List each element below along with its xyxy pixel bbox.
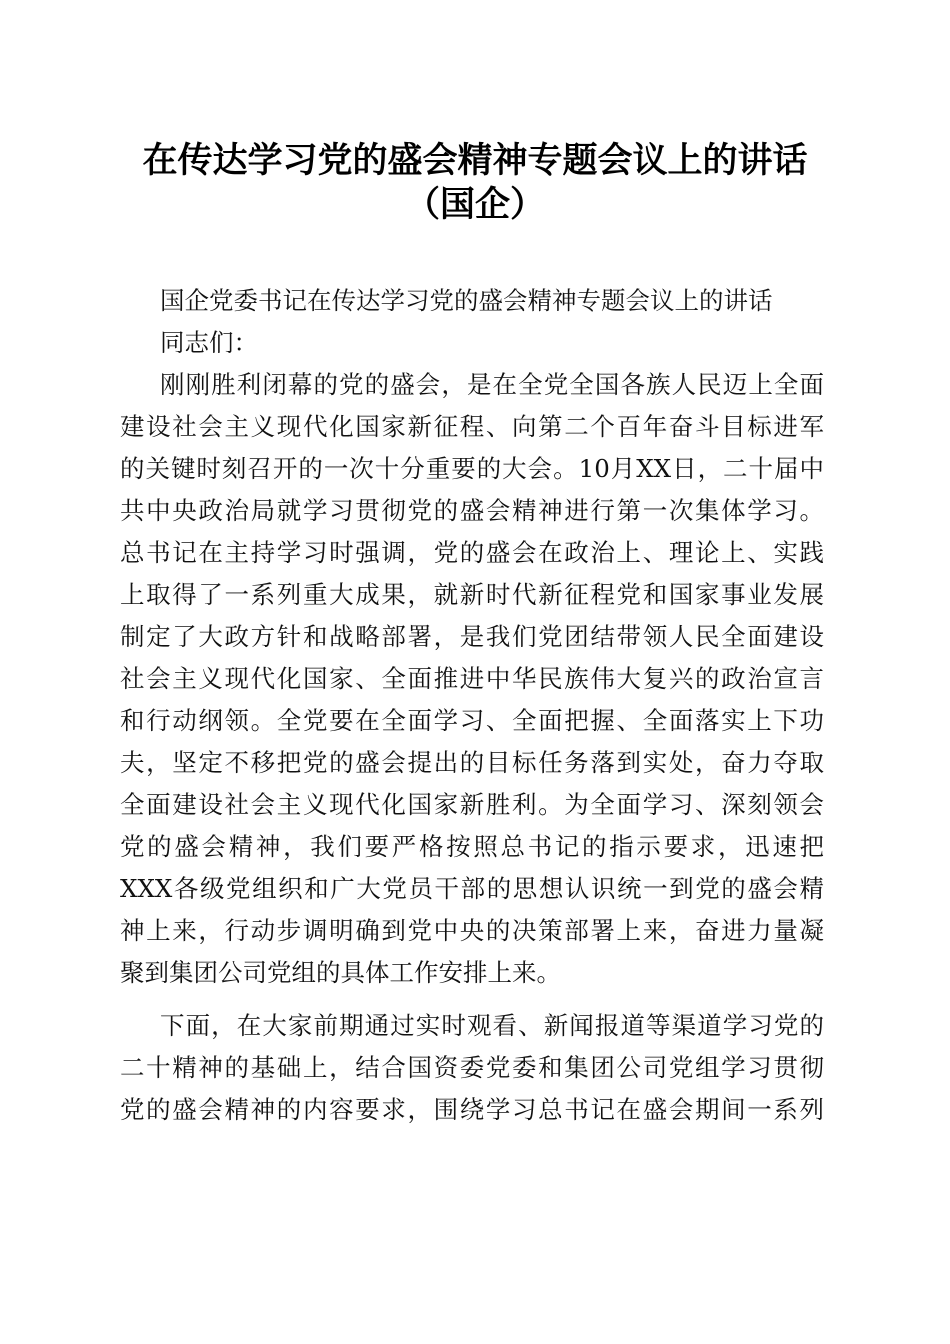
- paragraph-1-line: 神上来，行动步调明确到党中央的决策部署上来，奋进力量凝: [120, 916, 824, 945]
- paragraph-1-line: 制定了大政方针和战略部署，是我们党团结带领人民全面建设: [120, 622, 824, 651]
- paragraph-1-line: 全面建设社会主义现代化国家新胜利。为全面学习、深刻领会: [120, 790, 824, 819]
- paragraph-1-line: 社会主义现代化国家、全面推进中华民族伟大复兴的政治宣言: [120, 664, 824, 693]
- paragraph-2-line: 党的盛会精神的内容要求，围绕学习总书记在盛会期间一系列: [120, 1095, 824, 1124]
- paragraph-1-line: 党的盛会精神，我们要严格按照总书记的指示要求，迅速把: [120, 832, 824, 861]
- salutation-line: 同志们：: [160, 328, 258, 357]
- paragraph-1-line: 夫，坚定不移把党的盛会提出的目标任务落到实处，奋力夺取: [120, 748, 824, 777]
- paragraph-2-line: 二十精神的基础上，结合国资委党委和集团公司党组学习贯彻: [120, 1053, 824, 1082]
- paragraph-2-line: 下面，在大家前期通过实时观看、新闻报道等渠道学习党的: [160, 1011, 824, 1040]
- paragraph-1-line: 和行动纲领。全党要在全面学习、全面把握、全面落实上下功: [120, 706, 824, 735]
- paragraph-1-line: 总书记在主持学习时强调，党的盛会在政治上、理论上、实践: [120, 538, 824, 567]
- paragraph-1-line: 聚到集团公司党组的具体工作安排上来。: [120, 958, 561, 987]
- paragraph-1-line: 的关键时刻召开的一次十分重要的大会。10月XX日，二十届中: [120, 454, 824, 483]
- paragraph-1-line: 上取得了一系列重大成果，就新时代新征程党和国家事业发展: [120, 580, 824, 609]
- paragraph-1-line: 建设社会主义现代化国家新征程、向第二个百年奋斗目标进军: [120, 412, 824, 441]
- document-title-line-2: （国企）: [404, 184, 545, 225]
- subtitle-line: 国企党委书记在传达学习党的盛会精神专题会议上的讲话: [160, 286, 773, 315]
- document-title-line-1: 在传达学习党的盛会精神专题会议上的讲话: [142, 140, 808, 181]
- paragraph-1-line: 刚刚胜利闭幕的党的盛会，是在全党全国各族人民迈上全面: [160, 370, 824, 399]
- paragraph-1-line: XXX各级党组织和广大党员干部的思想认识统一到党的盛会精: [120, 874, 824, 903]
- paragraph-1-line: 共中央政治局就学习贯彻党的盛会精神进行第一次集体学习。: [120, 496, 824, 525]
